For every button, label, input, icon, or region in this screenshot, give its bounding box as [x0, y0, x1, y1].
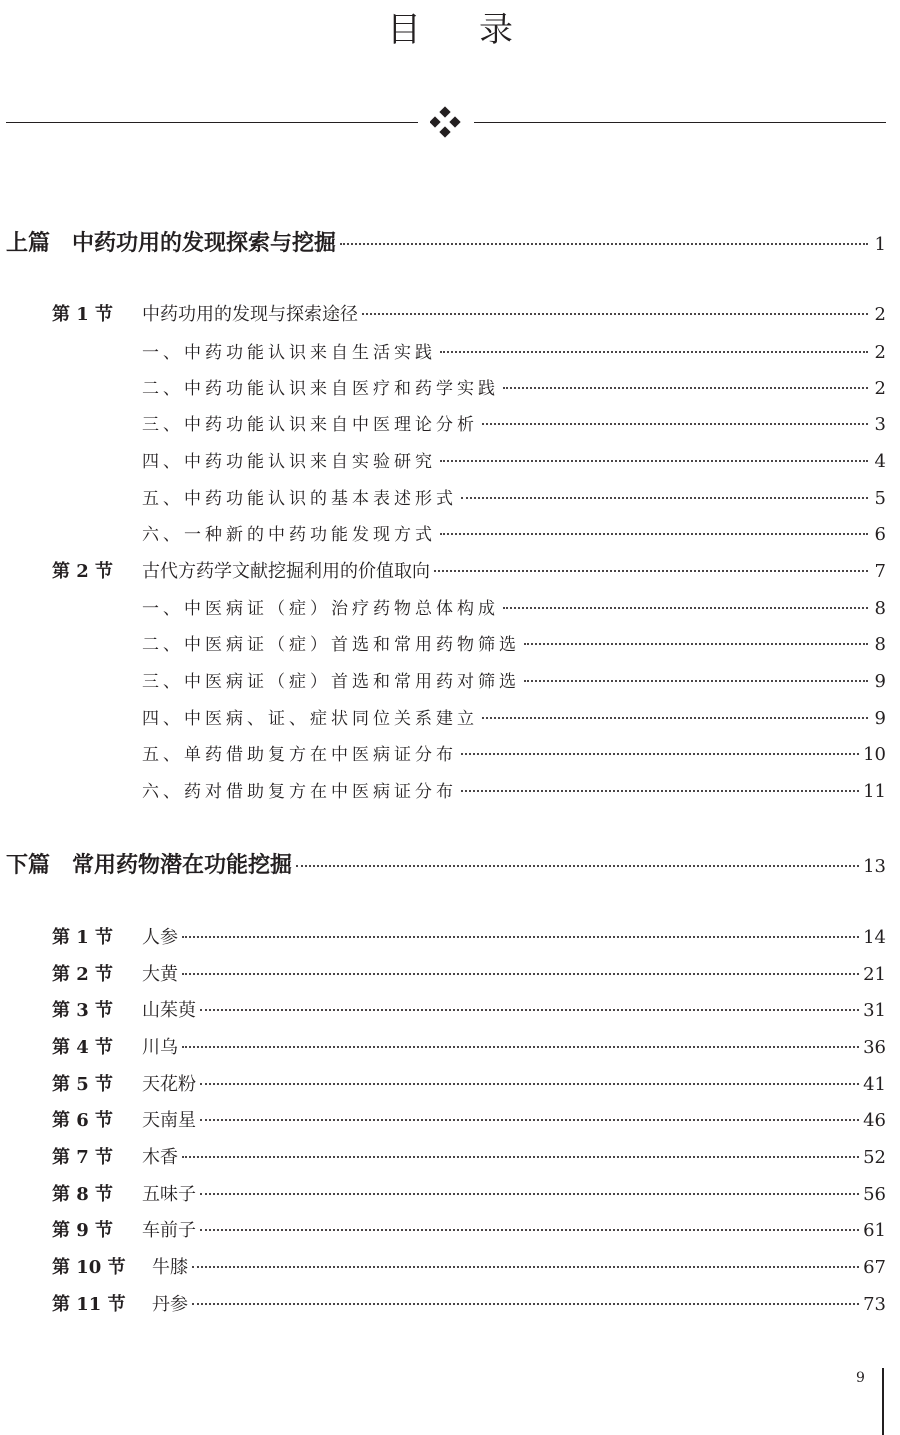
toc-item[interactable] [142, 520, 886, 545]
section-title: 天南星 [142, 1110, 196, 1131]
page-number: 1 [874, 234, 886, 255]
section-title: 五味子 [142, 1184, 196, 1205]
page-number: 11 [863, 781, 886, 802]
page-number: 13 [863, 856, 886, 877]
toc-item[interactable] [142, 484, 886, 509]
toc-section-1-1[interactable] [52, 300, 886, 326]
dot-leader [524, 643, 868, 645]
dot-leader [182, 973, 859, 975]
page-number: 2 [874, 342, 886, 363]
section-title: 中药功用的发现与探索途径 [142, 304, 358, 325]
dot-leader [182, 936, 859, 938]
item-title: 六、一种新的中药功能发现方式 [142, 525, 436, 545]
toc-section-2-10[interactable] [52, 1253, 886, 1279]
toc-section-2-4[interactable] [52, 1033, 886, 1059]
title-divider-left [6, 122, 418, 123]
section-label: 第 6 节 [52, 1110, 114, 1131]
page-number: 8 [874, 634, 886, 655]
section-title: 古代方药学文献挖掘利用的价值取向 [142, 561, 430, 582]
item-title: 一、中药功能认识来自生活实践 [142, 343, 436, 363]
page-number: 56 [863, 1184, 886, 1205]
dot-leader [482, 423, 868, 425]
toc-section-1-2[interactable] [52, 557, 886, 583]
section-title: 车前子 [142, 1220, 196, 1241]
page-number: 2 [874, 304, 886, 325]
section-label: 第 1 节 [52, 304, 114, 325]
toc-item[interactable] [142, 740, 886, 765]
part-label: 上篇 [6, 230, 51, 256]
page-number: 67 [863, 1257, 886, 1278]
dot-leader [440, 460, 868, 462]
item-title: 六、药对借助复方在中医病证分布 [142, 782, 457, 802]
section-label: 第 3 节 [52, 1000, 114, 1021]
section-title: 山茱萸 [142, 1000, 196, 1021]
part-title: 常用药物潜在功能挖掘 [72, 852, 293, 878]
part-label: 下篇 [6, 852, 51, 878]
section-label: 第 11 节 [52, 1294, 126, 1315]
section-title: 天花粉 [142, 1074, 196, 1095]
toc-item[interactable] [142, 777, 886, 802]
page-number: 2 [874, 378, 886, 399]
dot-leader [434, 570, 868, 572]
section-title: 丹参 [152, 1294, 188, 1315]
page-number: 14 [863, 927, 886, 948]
item-title: 五、中药功能认识的基本表述形式 [142, 489, 457, 509]
dot-leader [200, 1009, 859, 1011]
toc-item[interactable] [142, 447, 886, 472]
page-number: 7 [874, 561, 886, 582]
item-title: 四、中医病、证、症状同位关系建立 [142, 709, 478, 729]
toc-section-2-2[interactable] [52, 960, 886, 986]
dot-leader [200, 1119, 859, 1121]
footer-page-number: 9 [856, 1370, 865, 1386]
section-title: 人参 [142, 927, 178, 948]
page-number: 73 [863, 1294, 886, 1315]
toc-item[interactable] [142, 704, 886, 729]
item-title: 五、单药借助复方在中医病证分布 [142, 745, 457, 765]
toc-part-1[interactable] [6, 226, 886, 257]
section-label: 第 10 节 [52, 1257, 126, 1278]
dot-leader [182, 1156, 859, 1158]
section-label: 第 9 节 [52, 1220, 114, 1241]
page-number: 9 [874, 671, 886, 692]
dot-leader [362, 313, 868, 315]
section-label: 第 2 节 [52, 561, 114, 582]
toc-section-2-6[interactable] [52, 1106, 886, 1132]
dot-leader [192, 1266, 859, 1268]
toc-item[interactable] [142, 374, 886, 399]
page-number: 31 [863, 1000, 886, 1021]
dot-leader [461, 753, 859, 755]
dot-leader [503, 607, 868, 609]
section-label: 第 7 节 [52, 1147, 114, 1168]
section-label: 第 8 节 [52, 1184, 114, 1205]
page-number: 6 [874, 524, 886, 545]
footer-vertical-rule [882, 1368, 884, 1435]
toc-section-2-8[interactable] [52, 1180, 886, 1206]
section-title: 牛膝 [152, 1257, 188, 1278]
section-title: 木香 [142, 1147, 178, 1168]
section-label: 第 1 节 [52, 927, 114, 948]
dot-leader [340, 243, 868, 245]
section-label: 第 5 节 [52, 1074, 114, 1095]
section-title: 川乌 [142, 1037, 178, 1058]
toc-section-2-9[interactable] [52, 1216, 886, 1242]
dot-leader [503, 387, 868, 389]
section-label: 第 4 节 [52, 1037, 114, 1058]
toc-section-2-11[interactable] [52, 1290, 886, 1316]
dot-leader [440, 351, 868, 353]
item-title: 三、中药功能认识来自中医理论分析 [142, 415, 478, 435]
toc-item[interactable] [142, 630, 886, 655]
item-title: 一、中医病证（症）治疗药物总体构成 [142, 599, 499, 619]
item-title: 三、中医病证（症）首选和常用药对筛选 [142, 672, 520, 692]
dot-leader [200, 1193, 859, 1195]
dot-leader [192, 1303, 859, 1305]
dot-leader [182, 1046, 859, 1048]
section-label: 第 2 节 [52, 964, 114, 985]
page-number: 41 [863, 1074, 886, 1095]
page-number: 61 [863, 1220, 886, 1241]
dot-leader [482, 717, 868, 719]
toc-section-2-1[interactable] [52, 923, 886, 949]
toc-section-2-5[interactable] [52, 1070, 886, 1096]
dot-leader [524, 680, 868, 682]
page-number: 52 [863, 1147, 886, 1168]
part-title: 中药功用的发现探索与挖掘 [72, 230, 337, 256]
dot-leader [200, 1229, 859, 1231]
toc-part-2[interactable] [6, 848, 886, 879]
toc-item[interactable] [142, 594, 886, 619]
toc-item[interactable] [142, 410, 886, 435]
page-number: 5 [874, 488, 886, 509]
page-number: 46 [863, 1110, 886, 1131]
item-title: 四、中药功能认识来自实验研究 [142, 452, 436, 472]
diamond-ornament-icon [430, 106, 462, 138]
dot-leader [440, 533, 868, 535]
dot-leader [200, 1083, 859, 1085]
page-number: 9 [874, 708, 886, 729]
dot-leader [461, 497, 868, 499]
page-number: 21 [863, 964, 886, 985]
page-number: 36 [863, 1037, 886, 1058]
item-title: 二、中医病证（症）首选和常用药物筛选 [142, 635, 520, 655]
item-title: 二、中药功能认识来自医疗和药学实践 [142, 379, 499, 399]
page-number: 8 [874, 598, 886, 619]
title-divider-right [474, 122, 886, 123]
page-number: 3 [874, 414, 886, 435]
page-title: 目录 [387, 10, 571, 50]
section-title: 大黄 [142, 964, 178, 985]
page-number: 10 [863, 744, 886, 765]
page-number: 4 [874, 451, 886, 472]
toc-item[interactable] [142, 338, 886, 363]
toc-section-2-7[interactable] [52, 1143, 886, 1169]
toc-section-2-3[interactable] [52, 996, 886, 1022]
dot-leader [461, 790, 859, 792]
dot-leader [296, 865, 859, 867]
toc-item[interactable] [142, 667, 886, 692]
